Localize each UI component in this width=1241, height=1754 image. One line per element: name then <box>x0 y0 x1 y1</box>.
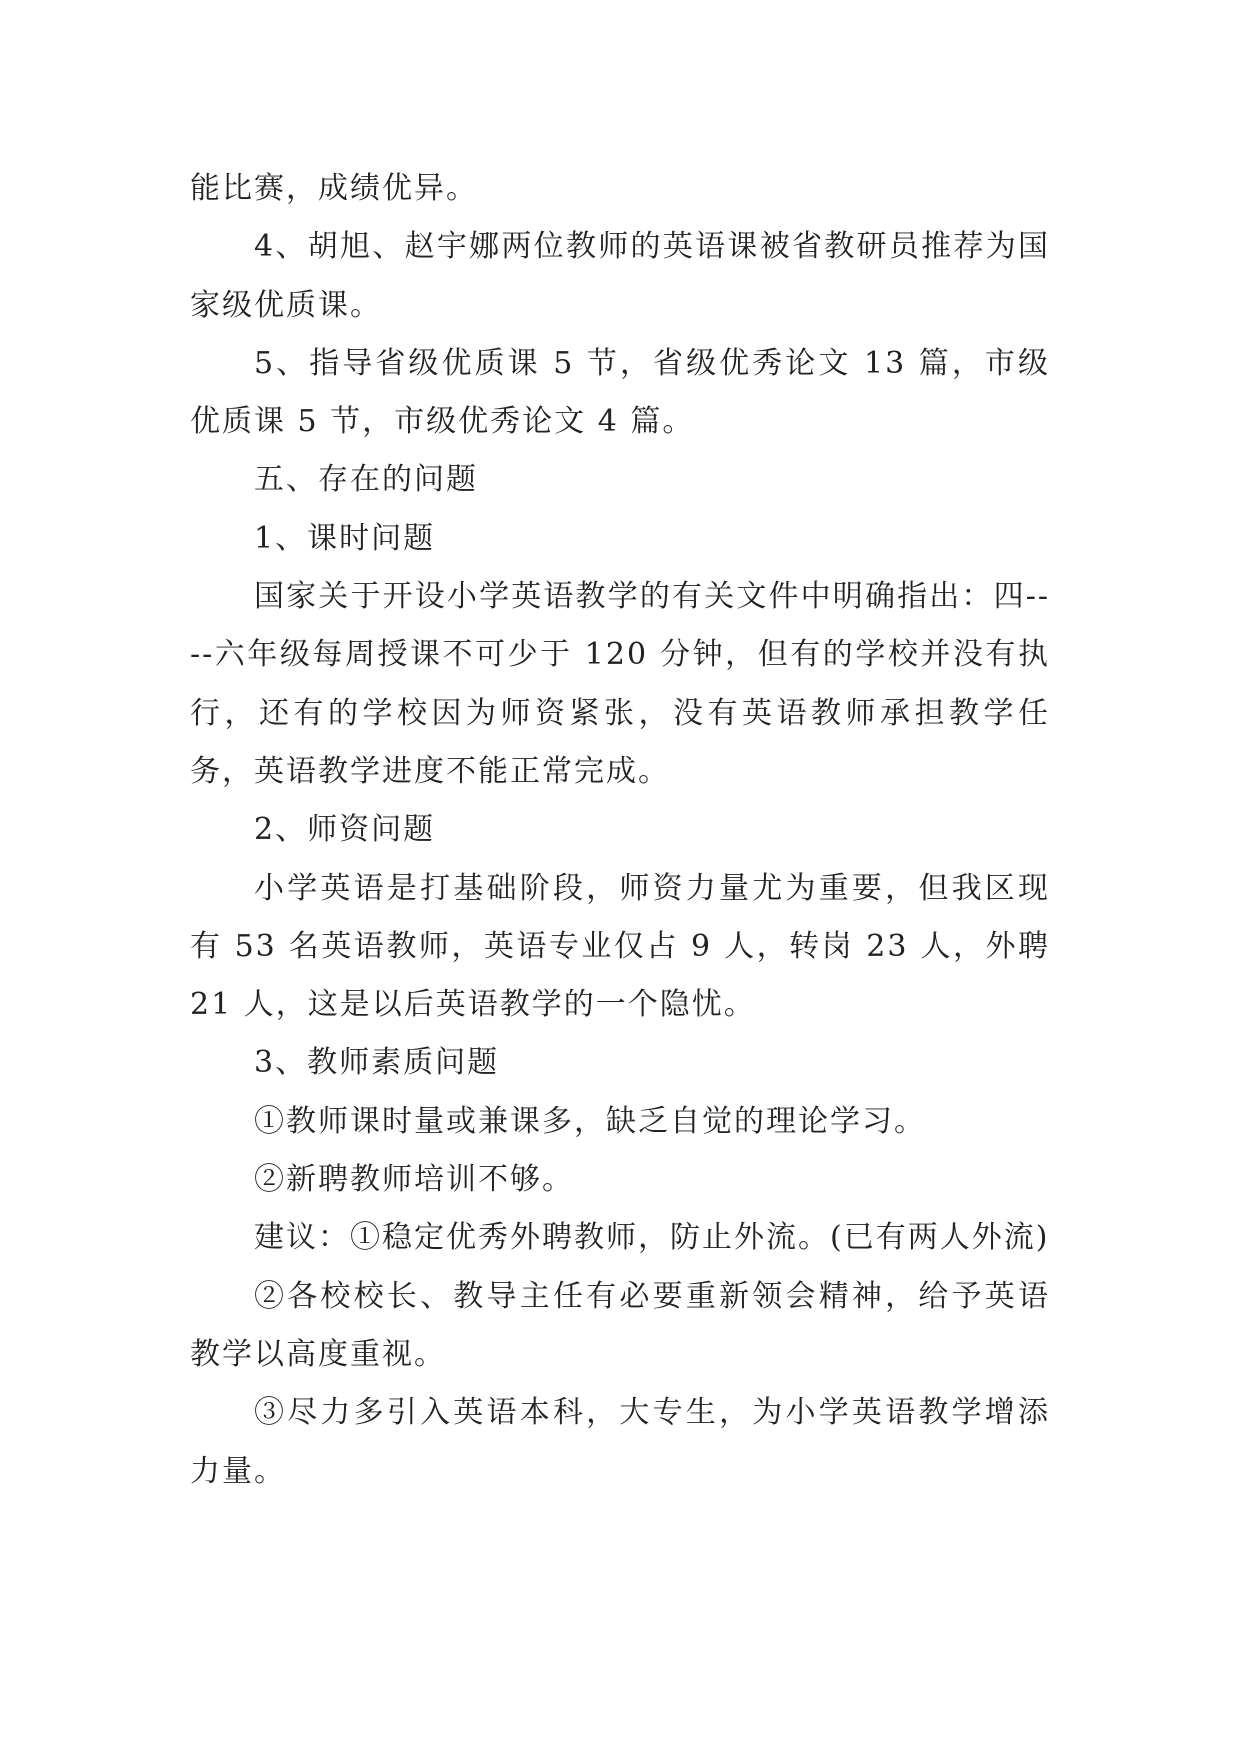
suggestion-2: ②各校校长、教导主任有必要重新领会精神，给予英语教学以高度重视。 <box>190 1278 1050 1372</box>
paragraph-item-5: 5、指导省级优质课 5 节，省级优秀论文 13 篇，市级优质课 5 节，市级优秀论文 4 篇。 <box>190 345 1050 440</box>
paragraph-teachers: 小学英语是打基础阶段，师资力量尤为重要，但我区现有 53 名英语教师，英语专业仅占 9 人，转岗 23 人，外聘 21 人，这是以后英语教学的一个隐忧。 <box>190 870 1050 1023</box>
paragraph-class-hours: 国家关于开设小学英语教学的有关文件中明确指出：四----六年级每周授课不可少于 120 分钟，但有的学校并没有执行，还有的学校因为师资紧张，没有英语教师承担教学任务，英语教学进度不能正常完成。 <box>190 579 1050 789</box>
suggestion-3: ③尽力多引入英语本科，大专生，为小学英语教学增添力量。 <box>190 1395 1050 1489</box>
list-item-quality-1: ①教师课时量或兼课多，缺乏自觉的理论学习。 <box>254 1103 926 1139</box>
paragraph-continuation: 能比赛，成绩优异。 <box>190 171 478 206</box>
section-heading-problems: 五、存在的问题 <box>254 462 478 498</box>
paragraph-item-4: 4、胡旭、赵宇娜两位教师的英语课被省教研员推荐为国家级优质课。 <box>190 229 1050 323</box>
subheading-teacher-quality: 3、教师素质问题 <box>254 1045 500 1081</box>
subheading-class-hours: 1、课时问题 <box>254 520 436 556</box>
list-item-quality-2: ②新聘教师培训不够。 <box>254 1162 574 1198</box>
subheading-teachers: 2、师资问题 <box>254 812 436 848</box>
document-body <box>190 160 1050 1501</box>
suggestion-1: 建议：①稳定优秀外聘教师，防止外流。(已有两人外流) <box>254 1220 1050 1256</box>
